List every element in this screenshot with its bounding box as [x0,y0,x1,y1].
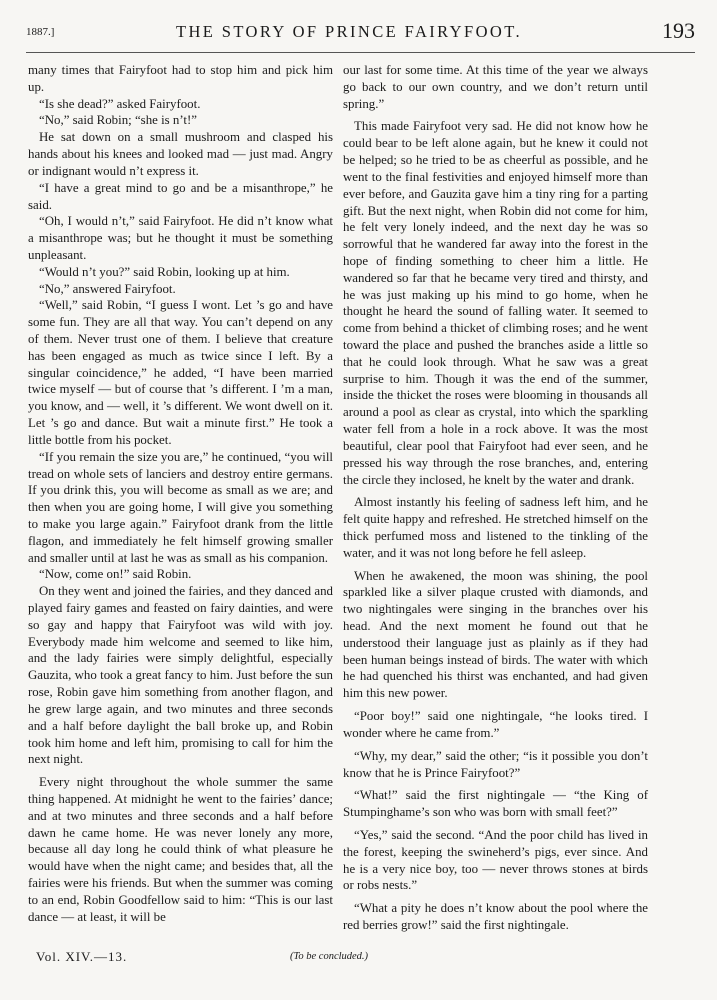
page-number: 193 [662,18,695,43]
continuation-note: (To be concluded.) [290,951,369,962]
paragraph: Every night throughout the whole summer the same thing happened. At midnight he went to the fairies’ dance; and at two minutes and three seconds and a half before dawn he came home. He was never lonely any more, because all day long he could think of what pleasure he would have when the night came; and besides that, all the fairies were his friends. But when the summer was coming to an end, Robin Goodfellow said to him: “This is our last dance — at least, it will be [28,775,333,924]
paragraph: “What a pity he does n’t know about the pool where the red berries grow!” said the first nightingale. [343,901,648,932]
left-column [28,62,333,925]
running-header [26,18,695,44]
paragraph: When he awakened, the moon was shining, the pool sparkled like a silver plaque crusted with diamonds, and two nightingales were singing in the branches over his head. And the next moment he found out that he understood their language just as plainly as if they had been human beings instead of birds. The water with which he had quenched his thirst was enchanted, and had given him this new power. [343,568,648,701]
paragraph: “If you remain the size you are,” he continued, “you will tread on whole sets of lanciers and destroy entire germans. If you drink this, you will become as small as we are; and then when you are going home, I will give you something to make you large again.” Fairyfoot drank from the little flagon, and immediately he felt himself growing smaller and smaller until at last he was as small as his companion. [28,449,333,565]
paragraph: On they went and joined the fairies, and they danced and played fairy games and feasted on fairy dainties, and were so gay and happy that Fairyfoot was wild with joy. Everybody made him welcome and seemed to like him, and the lady fairies were simply delightful, especially Gauzita, who took a great fancy to him. Just before the sun rose, Robin gave him something from another flagon, and he grew large again, and two minutes and three seconds and a half before daylight the ball broke up, and Robin took him home and left him, promising to call for him the next night. [28,584,333,767]
paragraph: “Would n’t you?” said Robin, looking up at him. [39,264,290,279]
paragraph: “No,” answered Fairyfoot. [39,281,176,296]
paragraph: He sat down on a small mushroom and clasped his hands about his knees and looked mad — just mad. Angry or indignant would n’t express it. [28,130,333,178]
paragraph: “What!” said the first nightingale — “the King of Stumpinghame’s son who was born with small feet?” [343,788,648,820]
paragraph: “Oh, I would n’t,” said Fairyfoot. He did n’t know what a misanthrope was; but he thought it must be something unpleasant. [28,214,333,262]
header-title: THE STORY OF PRINCE FAIRYFOOT. [176,22,522,41]
paragraph: many times that Fairyfoot had to stop him and pick him up. [28,63,333,94]
paragraph: “Yes,” said the second. “And the poor child has lived in the forest, keeping the swineherd’s pigs, ever since. And he is a very nice boy, too — never throws stones at birds or robs nests.” [343,827,648,893]
paragraph: “I have a great mind to go and be a misanthrope,” he said. [28,180,333,212]
paragraph: “Poor boy!” said one nightingale, “he looks tired. I wonder where he came from.” [343,709,648,740]
paragraph: “Is she dead?” asked Fairyfoot. [39,96,201,111]
paragraph: “Now, come on!” said Robin. [39,567,192,582]
paragraph: This made Fairyfoot very sad. He did not know how he could bear to be left alone again, but he knew it could not be helped; so he tried to be as cheerful as possible, and he went to the final festivities and enjoyed himself more than ever before, and Gauzita gave him a tiny ring for a parting gift. But the next night, when Robin did not come for him, he felt very lonely indeed, and the next day he was so sorrowful that he wandered far away into the forest in the hope of finding something to cheer him a little. He wandered so far that he became very tired and thirsty, and he was just making up his mind to go home, when he thought he heard the sound of falling water. It seemed to come from behind a thicket of climbing roses; and he went toward the place and pushed the branches aside a little so that he could look through. What he saw was a great surprise to him. Though it was the end of the summer, inside the thicket the roses were blooming in thousands all around a pool as clear as crystal, into which the sparkling water fell from a hole in a rock above. It was the most beautiful, clear pool that Fairyfoot had ever seen, and he pressed his way through the rose branches, and, entering the circle they inclosed, he knelt by the water and drank. [343,119,648,487]
header-rule [26,52,695,53]
paragraph: “Why, my dear,” said the other; “is it possible you don’t know that he is Prince Fairyfoot?” [343,748,648,780]
paragraph: “No,” said Robin; “she is n’t!” [39,113,197,128]
paragraph: our last for some time. At this time of the year we always go back to our own country, and we don’t return until spring.” [343,63,648,111]
volume-signature: Vol. XIV.—13. [36,949,128,964]
header-year: 1887.] [26,26,55,38]
paragraph: “Well,” said Robin, “I guess I wont. Let ’s go and have some fun. They are all that way. You can’t depend on any of them. Never trust one of them. I believe that creature has been engaged as much as twice since I left. By a singular coincidence,” he added, “I have been married twice myself — but of course that ’s different. I ’m a man, you know, and — well, it ’s different. We wont dwell on it. Let ’s go and dance. But wait a minute first.” He took a little bottle from his pocket. [28,298,333,447]
right-column [343,62,648,934]
paragraph: Almost instantly his feeling of sadness left him, and he felt quite happy and refreshed. He stretched himself on the thick perfumed moss and listened to the tinkling of the water, and it was not long before he fell asleep. [343,495,648,560]
page-footer [28,949,695,969]
